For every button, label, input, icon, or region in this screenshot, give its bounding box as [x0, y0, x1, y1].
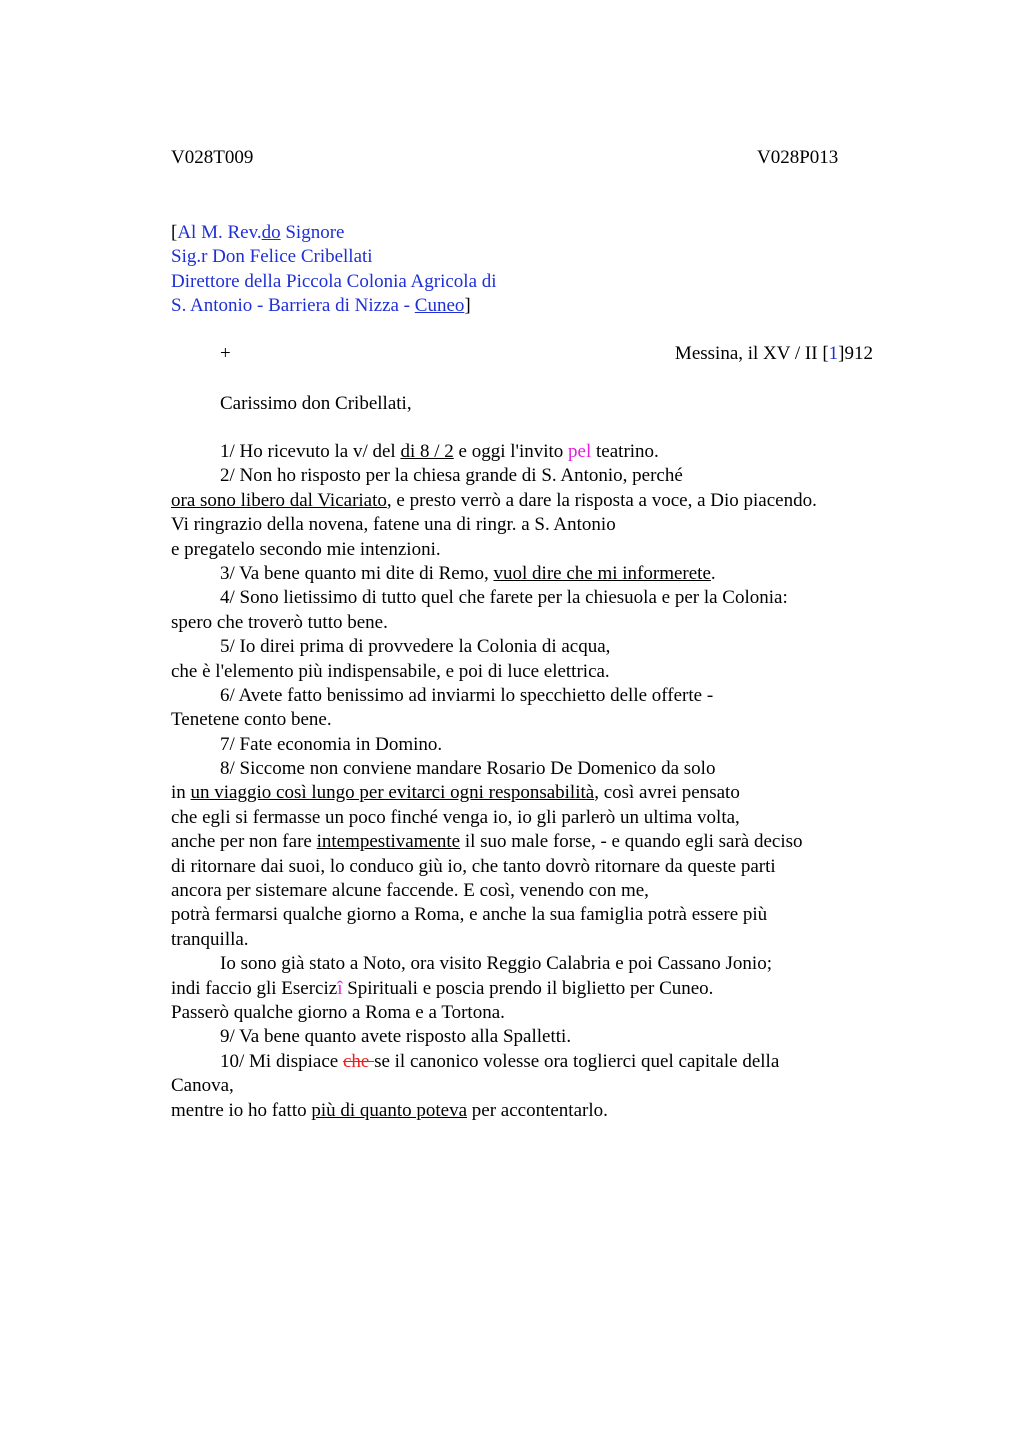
cross-mark: +	[220, 343, 231, 364]
dateline-place: Messina, il XV / II [	[674, 343, 829, 364]
letter-body	[171, 440, 891, 1123]
underlined-text: vuol dire che mi informerete	[493, 562, 711, 584]
body-line: in un viaggio così lungo per evitarci ogni responsabilità, così avrei pensato	[171, 782, 740, 804]
body-line: indi faccio gli Esercizî Spirituali e poscia prendo il biglietto per Cuneo.	[171, 977, 714, 999]
salutation: Carissimo don Cribellati,	[220, 393, 412, 414]
document-code-left: V028T009	[171, 147, 254, 168]
body-line: spero che troverò tutto bene.	[171, 611, 388, 633]
body-line: 4/ Sono lietissimo di tutto quel che farete per la chiesuola e per la Colonia:	[220, 587, 788, 609]
body-line: potrà fermarsi qualche giorno a Roma, e anche la sua famiglia potrà essere più	[171, 904, 768, 926]
body-line: e pregatelo secondo mie intenzioni.	[171, 538, 441, 560]
struck-word: che	[342, 1050, 375, 1072]
address-line-1	[171, 221, 497, 245]
underlined-text: più di quanto poteva	[311, 1099, 468, 1121]
address-title: Al M. Rev.	[177, 222, 262, 243]
underlined-text: intempestivamente	[316, 831, 461, 853]
underlined-text: di 8 / 2	[400, 441, 454, 462]
body-line: 7/ Fate economia in Domino.	[220, 733, 443, 755]
address-title-abbrev: do	[261, 222, 281, 243]
body-line: Tenetene conto bene.	[171, 709, 332, 731]
dateline-year-insert: 1	[828, 343, 839, 364]
document-code-right: V028P013	[757, 147, 839, 168]
highlighted-word: pel	[568, 441, 592, 462]
body-line: ora sono libero dal Vicariato, e presto verrò a dare la risposta a voce, a Dio piacendo.	[171, 489, 817, 511]
body-line: 1/ Ho ricevuto la v/ del di 8 / 2 e oggi l'invito pel teatrino.	[220, 441, 659, 462]
body-line: che è l'elemento più indispensabile, e poi di luce elettrica.	[171, 660, 610, 682]
body-line: 8/ Siccome non conviene mandare Rosario De Domenico da solo	[220, 758, 716, 780]
body-line: 6/ Avete fatto benissimo ad inviarmi lo specchietto delle offerte -	[220, 684, 714, 706]
body-line: Canova,	[171, 1075, 234, 1097]
body-line: 9/ Va bene quanto avete risposto alla Spalletti.	[220, 1026, 572, 1048]
body-line: mentre io ho fatto più di quanto poteva per accontentarlo.	[171, 1099, 608, 1121]
address-line-2: Sig.r Don Felice Cribellati	[171, 246, 373, 268]
body-line: Passerò qualche giorno a Roma e a Tortona.	[171, 1001, 505, 1023]
address-title-end: Signore	[280, 222, 345, 243]
body-line: 3/ Va bene quanto mi dite di Remo, vuol dire che mi informerete.	[220, 562, 716, 584]
address-block	[171, 221, 497, 319]
body-line: ancora per sistemare alcune faccende. E così, venendo con me,	[171, 880, 649, 902]
address-line-3: Direttore della Piccola Colonia Agricola di	[171, 270, 497, 292]
accented-letter: î	[337, 977, 343, 999]
body-line: anche per non fare intempestivamente il suo male forse, - e quando egli sarà deciso	[171, 831, 803, 853]
body-line: che egli si fermasse un poco finché venga io, io gli parlerò un ultima volta,	[171, 806, 740, 828]
body-line: tranquilla.	[171, 928, 249, 950]
body-line: di ritornare dai suoi, lo conduco giù io, che tanto dovrò ritornare da queste parti	[171, 855, 776, 877]
address-city: Cuneo	[414, 295, 465, 317]
address-bracket-close: ]	[464, 295, 471, 317]
dateline-year: ]912	[838, 343, 873, 364]
underlined-text: ora sono libero dal Vicariato	[171, 489, 387, 511]
body-line: 10/ Mi dispiace che se il canonico volesse ora toglierci quel capitale della	[220, 1050, 780, 1072]
underlined-text: un viaggio così lungo per evitarci ogni responsabilità	[190, 782, 595, 804]
body-line: 2/ Non ho risposto per la chiesa grande di S. Antonio, perché	[220, 465, 683, 487]
address-bracket-open: [	[171, 222, 178, 243]
body-line: Io sono già stato a Noto, ora visito Reggio Calabria e poi Cassano Jonio;	[220, 953, 772, 975]
dateline	[675, 343, 873, 365]
address-place: S. Antonio - Barriera di Nizza -	[171, 295, 415, 317]
body-line: 5/ Io direi prima di provvedere la Colonia di acqua,	[220, 636, 611, 658]
address-line-4	[171, 294, 497, 318]
body-line: Vi ringrazio della novena, fatene una di ringr. a S. Antonio	[171, 514, 616, 536]
